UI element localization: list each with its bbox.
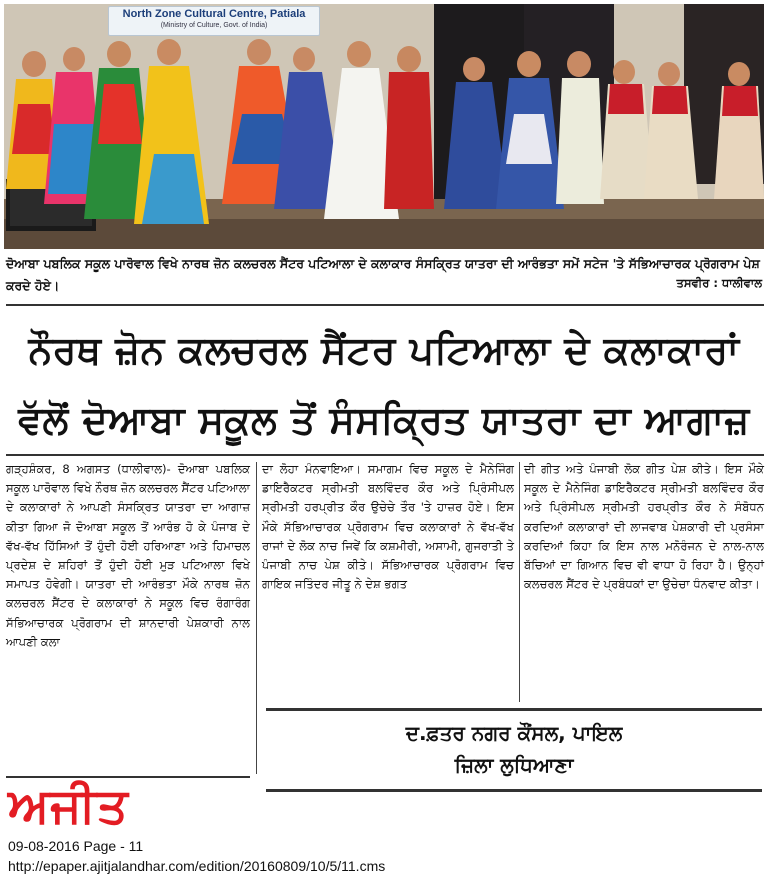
column-divider-2 bbox=[519, 462, 520, 702]
headline bbox=[10, 315, 758, 455]
column-divider-1 bbox=[256, 462, 257, 774]
article-column-1: ਗੜ੍ਹਸ਼ੰਕਰ, 8 ਅਗਸਤ (ਧਾਲੀਵਾਲ)- ਦੋਆਬਾ ਪਬਲਿਕ ਸਕੂਲ ਪਾਰੋਵਾਲ ਵਿਖੇ ਨੌਰਥ ਜ਼ੋਨ ਕਲਚਰਲ ਸੈਂਟਰ ਪਟਿਆਲਾ ਦੇ ਕਲਾਕਾਰਾਂ ਨੇ ਆਪਣੀ ਸੰਸਕ੍ਰਿਤ ਯਾਤਰਾ ਦਾ ਆਗਾਜ਼ ਕੀਤਾ ਗਿਆ ਜੋ ਦੋਆਬਾ ਸਕੂਲ ਤੋਂ ਆਰੰਭ ਹੋ ਕੇ ਪੰਜਾਬ ਦੇ ਵੱਖ-ਵੱਖ ਹਿੱਸਿਆਂ ਤੋਂ ਹੁੰਦੀ ਹੋਈ ਹਰਿਆਣਾ ਅਤੇ ਹਿਮਾਚਲ ਪ੍ਰਦੇਸ਼ ਦੇ ਸ਼ਹਿਰਾਂ ਤੋਂ ਹੁੰਦੀ ਹੋਈ ਮੁੜ ਪਟਿਆਲਾ ਵਿਖੇ ਸਮਾਪਤ ਹੋਵੇਗੀ। ਯਾਤਰਾ ਦੀ ਆਰੰਭਤਾ ਮੌਕੇ ਨਾਰਥ ਜ਼ੋਨ ਕਲਚਰਲ ਸੈਂਟਰ ਦੇ ਕਲਾਕਾਰਾਂ ਨੇ ਸਕੂਲ ਵਿਚ ਰੰਗਾਰੰਗ ਸੱਭਿਆਚਾਰਕ ਪ੍ਰੋਗਰਾਮ ਦੀ ਸ਼ਾਨਦਾਰੀ ਪੇਸ਼ਕਾਰੀ ਨਾਲ ਆਪਣੀ ਕਲਾ bbox=[6, 462, 250, 649]
headline-line-2: ਵੱਲੋਂ ਦੋਆਬਾ ਸਕੂਲ ਤੋਂ ਸੰਸਕ੍ਰਿਤ ਯਾਤਰਾ ਦਾ ਆਗਾਜ਼ bbox=[18, 398, 750, 442]
headline-divider bbox=[6, 454, 764, 456]
article-column-2: ਦਾ ਲੋਹਾ ਮੰਨਵਾਇਆ। ਸਮਾਗਮ ਵਿਚ ਸਕੂਲ ਦੇ ਮੈਨੇਜਿੰਗ ਡਾਇਰੈਕਟਰ ਸ੍ਰੀਮਤੀ ਬਲਵਿੰਦਰ ਕੌਰ ਅਤੇ ਪ੍ਰਿੰਸੀਪਲ ਸ੍ਰੀਮਤੀ ਹਰਪ੍ਰੀਤ ਕੌਰ ਉਚੇਚੇ ਤੌਰ 'ਤੇ ਹਾਜ਼ਰ ਹੋਏ। ਇਸ ਮੌਕੇ ਸੱਭਿਆਚਾਰਕ ਪ੍ਰੋਗਰਾਮ ਵਿਚ ਕਲਾਕਾਰਾਂ ਨੇ ਵੱਖ-ਵੱਖ ਰਾਜਾਂ ਦੇ ਲੋਕ ਨਾਚ ਜਿਵੇਂ ਕਿ ਕਸ਼ਮੀਰੀ, ਅਸਾਮੀ, ਗੁਜਰਾਤੀ ਤੇ ਪੰਜਾਬੀ ਨਾਚ ਪੇਸ਼ ਕੀਤੇ। ਸੱਭਿਆਚਾਰਕ ਪ੍ਰੋਗਰਾਮ ਵਿਚ ਗਾਇਕ ਜਤਿੰਦਰ ਜੀਤੂ ਨੇ ਦੇਸ਼ ਭਗਤ bbox=[262, 462, 514, 592]
dancers-illustration bbox=[4, 4, 764, 249]
headline-line-1: ਨੌਰਥ ਜ਼ੋਨ ਕਲਚਰਲ ਸੈਂਟਰ ਪਟਿਆਲਾ ਦੇ ਕਲਾਕਾਰਾਂ bbox=[28, 328, 740, 372]
ad-line-1: ਦ.ਫ਼ਤਰ ਨਗਰ ਕੌਂਸਲ, ਪਾਇਲ bbox=[405, 721, 623, 745]
banner-subtitle: (Ministry of Culture, Govt. of India) bbox=[160, 22, 268, 29]
news-photo bbox=[4, 4, 764, 249]
edition-url[interactable]: http://epaper.ajitjalandhar.com/edition/20160809/10/5/11.cms bbox=[8, 858, 386, 874]
banner-title: North Zone Cultural Centre, Patiala bbox=[122, 8, 306, 20]
stage-banner bbox=[108, 6, 320, 36]
edition-date-page: 09-08-2016 Page - 11 bbox=[8, 838, 144, 854]
ad-line-2: ਜ਼ਿਲਾ ਲੁਧਿਆਣਾ bbox=[454, 753, 574, 777]
article-column-3: ਦੀ ਗੀਤ ਅਤੇ ਪੰਜਾਬੀ ਲੋਕ ਗੀਤ ਪੇਸ਼ ਕੀਤੇ। ਇਸ ਮੌਕੇ ਸਕੂਲ ਦੇ ਮੈਨੇਜਿੰਗ ਡਾਇਰੈਕਟਰ ਸ੍ਰੀਮਤੀ ਬਲਵਿੰਦਰ ਕੌਰ ਅਤੇ ਪ੍ਰਿੰਸੀਪਲ ਸ੍ਰੀਮਤੀ ਹਰਪ੍ਰੀਤ ਕੌਰ ਨੇ ਸੰਬੋਧਨ ਕਰਦਿਆਂ ਕਲਾਕਾਰਾਂ ਦੀ ਲਾਜਵਾਬ ਪੇਸ਼ਕਾਰੀ ਦੀ ਪ੍ਰਸੰਸਾ ਕਰਦਿਆਂ ਕਿਹਾ ਕਿ ਇਸ ਨਾਲ ਮਨੋਰੰਜਨ ਦੇ ਨਾਲ-ਨਾਲ ਬੱਚਿਆਂ ਦਾ ਗਿਆਨ ਵਿਚ ਵੀ ਵਾਧਾ ਹੋ ਰਿਹਾ ਹੈ। ਉਨ੍ਹਾਂ ਕਲਚਰਲ ਸੈਂਟਰ ਦੇ ਪ੍ਰਬੰਧਕਾਂ ਦਾ ਉਚੇਚਾ ਧੰਨਵਾਦ ਕੀਤਾ। bbox=[524, 462, 764, 592]
advertisement-box bbox=[266, 708, 762, 792]
photo-caption: ਦੋਆਬਾ ਪਬਲਿਕ ਸਕੂਲ ਪਾਰੋਵਾਲ ਵਿਖੇ ਨਾਰਥ ਜ਼ੋਨ ਕਲਚਰਲ ਸੈਂਟਰ ਪਟਿਆਲਾ ਦੇ ਕਲਾਕਾਰ ਸੰਸਕ੍ਰਿਤ ਯਾਤਰਾ ਦੀ ਆਰੰਭਤਾ ਸਮੇਂ ਸਟੇਜ 'ਤੇ ਸੱਭਿਆਚਾਰਕ ਪ੍ਰੋਗਰਾਮ ਪੇਸ਼ ਕਰਦੇ ਹੋਏ। bbox=[6, 256, 760, 293]
caption-divider bbox=[6, 304, 764, 306]
ajit-logo: ਅਜੀਤ bbox=[8, 778, 129, 834]
photo-credit: ਤਸਵੀਰ : ਧਾਲੀਵਾਲ bbox=[676, 276, 762, 290]
